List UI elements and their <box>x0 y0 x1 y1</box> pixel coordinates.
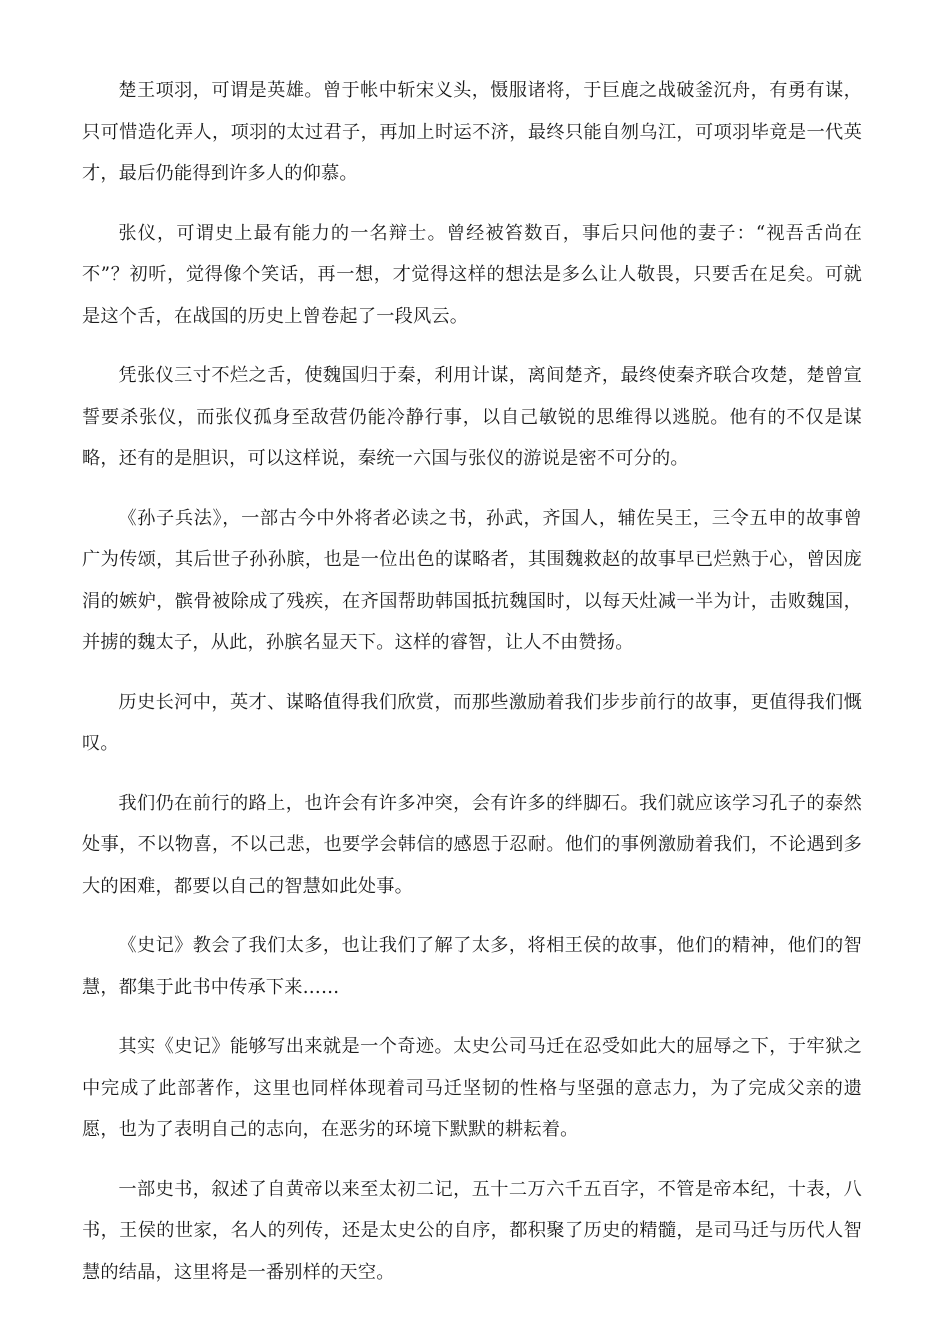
paragraph-history-river: 历史长河中，英才、谋略值得我们欣赏，而那些激励着我们步步前行的故事，更值得我们慨叹。 <box>82 691 862 754</box>
paragraph-shiji-taught: 《史记》教会了我们太多，也让我们了解了太多，将相王侯的故事，他们的精神，他们的智慧，都集于此书中传承下来…… <box>82 935 862 998</box>
paragraph-shiji-summary: 一部史书，叙述了自黄帝以来至太初二记，五十二万六千五百字，不管是帝本纪，十表，八书，王侯的世家，名人的列传，还是太史公的自序，都积聚了历史的精髓，是司马迁与历代人智慧的结晶，这里将是一番别样的天空。 <box>82 1178 862 1283</box>
paragraph-moving-forward: 我们仍在前行的路上，也许会有许多冲突，会有许多的绊脚石。我们就应该学习孔子的泰然处事，不以物喜，不以己悲，也要学会韩信的感恩于忍耐。他们的事例激励着我们，不论遇到多大的困难，都要以自己的智慧如此处事。 <box>82 792 862 897</box>
paragraph-zhang-yi: 张仪，可谓史上最有能力的一名辩士。曾经被笞数百，事后只问他的妻子：“视吾舌尚在不”？初听，觉得像个笑话，再一想，才觉得这样的想法是多么让人敬畏，只要舌在足矣。可就是这个舌，在战国的历史上曾卷起了一段风云。 <box>82 222 862 327</box>
paragraph-zhang-yi-strategy: 凭张仪三寸不烂之舌，使魏国归于秦，利用计谋，离间楚齐，最终使秦齐联合攻楚，楚曾宣誓要杀张仪，而张仪孤身至敌营仍能冷静行事，以自己敏锐的思维得以逃脱。他有的不仅是谋略，还有的是胆识，可以这样说，秦统一六国与张仪的游说是密不可分的。 <box>82 365 862 469</box>
paragraph-xiang-yu: 楚王项羽，可谓是英雄。曾于帐中斩宋义头，慑服诸将，于巨鹿之战破釜沉舟，有勇有谋，只可惜造化弄人，项羽的太过君子，再加上时运不济，最终只能自刎乌江，可项羽毕竟是一代英才，最后仍能得到许多人的仰慕。 <box>82 80 862 184</box>
paragraph-shiji-miracle: 其实《史记》能够写出来就是一个奇迹。太史公司马迁在忍受如此大的屈辱之下，于牢狱之中完成了此部著作，这里也同样体现着司马迁坚韧的性格与坚强的意志力，为了完成父亲的遗愿，也为了表明自己的志向，在恶劣的环境下默默的耕耘着。 <box>82 1036 862 1140</box>
paragraph-sunzi: 《孙子兵法》，一部古今中外将者必读之书，孙武，齐国人，辅佐吴王，三令五申的故事曾广为传颂，其后世子孙孙膑，也是一位出色的谋略者，其围魏救赵的故事早已烂熟于心，曾因庞涓的嫉妒，髌骨被除成了残疾，在齐国帮助韩国抵抗魏国时，以每天灶减一半为计，击败魏国，并掳的魏太子，从此，孙膑名显天下。这样的睿智，让人不由赞扬。 <box>82 507 862 653</box>
